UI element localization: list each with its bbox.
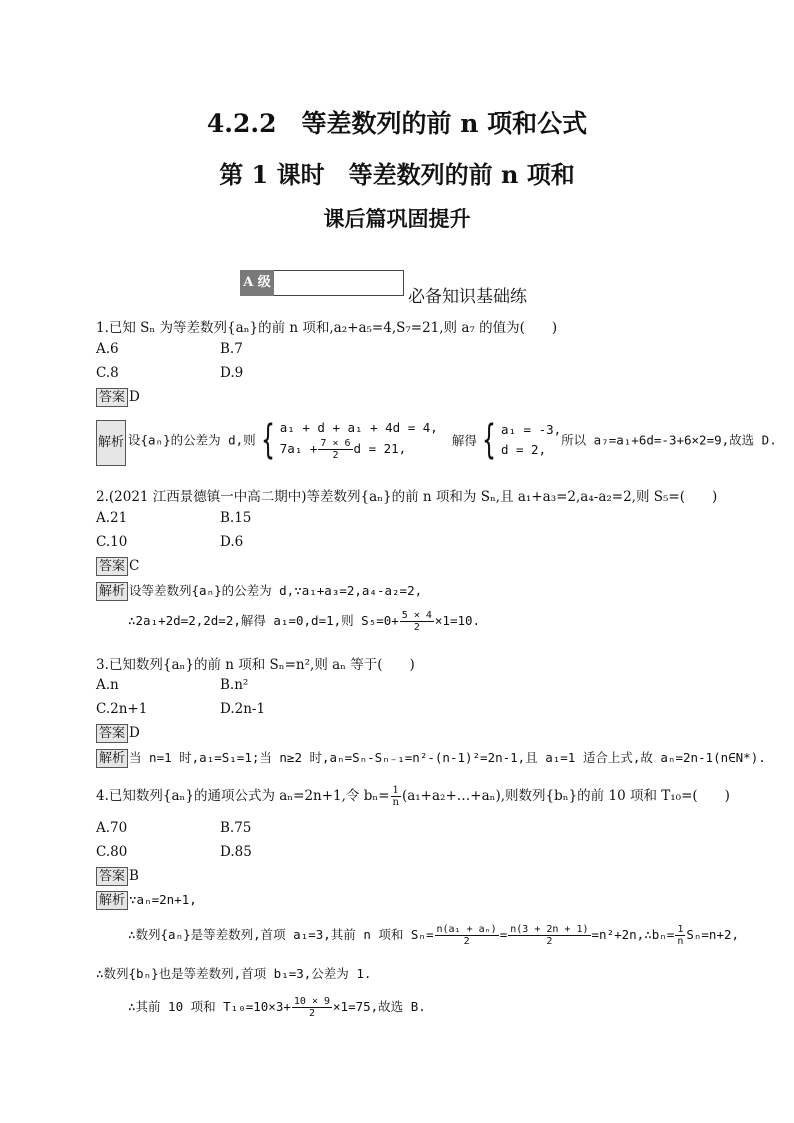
left-brace-icon: { [261,416,275,463]
answer-tag: 答案 [96,867,128,886]
question-3-stem: 3.已知数列{aₙ}的前 n 项和 Sₙ=n²,则 aₙ 等于( ) [96,657,415,673]
q1-sys1-line1: a₁ + d + a₁ + 4d = 4, [279,420,438,435]
q3-option-c: C.2n+1 [96,701,148,717]
lesson-title: 第 1 课时 等差数列的前 n 项和 [219,160,575,189]
q2-answer: C [129,558,140,574]
q3-option-d: D.2n-1 [220,701,266,717]
answer-tag: 答案 [96,557,128,576]
q1-sys1-line2b: d = 21, [353,441,407,456]
q1-solution [128,418,777,461]
q4-solution-line4: ∴其前 10 项和 T₁₀=10×3+ $\frac{10 \times 9}{2}$ ×1=75,故选 B. [128,996,426,1019]
q2-option-a: A.21 [96,510,128,526]
q4-option-a: A.70 [96,820,128,836]
q1-sys1-frac: $\frac{7 \times 6}{2}$ [320,438,351,461]
level-label: 必备知识基础练 [408,287,527,307]
question-1-stem: 1.已知 Sₙ 为等差数列{aₙ}的前 n 项和,a₂+a₅=4,S₇=21,则 a₇ 的值为( ) [96,320,558,336]
q4-stem-frac: $\frac{1}{n}$ [392,785,399,808]
q1-option-b: B.7 [220,341,243,357]
question-2-stem: 2.(2021 江西景德镇一中高二期中)等差数列{aₙ}的前 n 项和为 Sₙ,且 a₁+a₃=2,a₄-a₂=2,则 S₅=( ) [96,489,718,505]
q4-solution-line3: ∴数列{bₙ}也是等差数列,首项 b₁=3,公差为 1. [96,966,372,981]
q4-solution-line2: ∴数列{aₙ}是等差数列,首项 a₁=3,其前 n 项和 Sₙ= $\frac{\text{n(a₁ + aₙ)}}{2}$ = $\frac{n(3 + 2n + 1)}{2}$ =n²+2n,∴bₙ= $\frac{1}{n}$ Sₙ=n+2, [128,924,740,947]
section-title: 课后篇巩固提升 [323,206,471,231]
q2-answer-row [96,557,139,576]
q3-option-a: A.n [96,677,119,693]
q1-answer: D [129,389,140,405]
q4-answer: B [129,868,139,884]
page-title: 4.2.2 等差数列的前 n 项和公式 [206,109,588,138]
left-brace-icon: { [482,416,496,463]
q4-frac-1: $\frac{\text{n(a₁ + aₙ)}}{2}$ [436,924,497,947]
q1-sol-tail: 所以 a₇=a₁+6d=-3+6×2=9,故选 D. [561,432,777,448]
q1-sol-mid: 解得 [451,432,477,448]
q1-option-a: A.6 [96,341,119,357]
level-box [274,270,404,296]
q4-option-b: B.75 [220,820,252,836]
q2-solution-line2: ∴2a₁+2d=2,2d=2,解得 a₁=0,d=1,则 S₅=0+ $\frac{5 \times 4}{2}$ ×1=10. [128,610,481,633]
level-badge: A 级 [240,270,274,296]
q4-option-d: D.85 [220,844,252,860]
q2-option-c: C.10 [96,534,128,550]
q4-solution-line1: 解析 ∵aₙ=2n+1, [96,891,197,910]
q1-sys1-line2a: 7a₁ + [279,441,318,456]
q4-answer-row [96,867,139,886]
q2-option-d: D.6 [220,534,244,550]
q1-option-d: D.9 [220,365,244,381]
analysis-tag: 解析 [96,891,128,910]
answer-tag: 答案 [96,388,128,407]
answer-tag: 答案 [96,724,128,743]
q4-option-c: C.80 [96,844,128,860]
q1-system-2: a₁ = -3, d = 2, [500,421,562,457]
q4-frac-2: $\frac{n(3 + 2n + 1)}{2}$ [510,924,589,947]
q3-solution: 解析 当 n=1 时,a₁=S₁=1;当 n≥2 时,aₙ=Sₙ-Sₙ₋₁=n²-(n-1)²=2n-1,且 a₁=1 适合上式,故 aₙ=2n-1(n∈N*). [96,748,766,768]
analysis-tag: 解析 [96,420,126,466]
q1-answer-row [96,388,140,407]
q3-answer-row [96,724,140,743]
q2-solution-line1: 解析 设等差数列{aₙ}的公差为 d,∵a₁+a₃=2,a₄-a₂=2, [96,581,422,601]
q2-option-b: B.15 [220,510,252,526]
q1-sol-lead: 设{aₙ}的公差为 d,则 [128,432,256,448]
q4-frac-4: $\frac{10 \times 9}{2}$ [293,996,331,1019]
q1-option-c: C.8 [96,365,119,381]
q3-answer: D [129,725,140,741]
q4-frac-3: $\frac{1}{n}$ [677,924,684,947]
question-4-stem: 4.已知数列{aₙ}的通项公式为 aₙ=2n+1,令 bₙ= $\frac{1}{n}$ (a₁+a₂+…+aₙ),则数列{bₙ}的前 10 项和 T₁₀=( ) [96,785,730,808]
analysis-tag: 解析 [96,749,128,768]
q2-frac: $\frac{5 \times 4}{2}$ [401,610,432,633]
q1-system-1 [280,418,438,461]
analysis-tag: 解析 [96,582,128,601]
q3-option-b: B.n² [220,677,249,693]
